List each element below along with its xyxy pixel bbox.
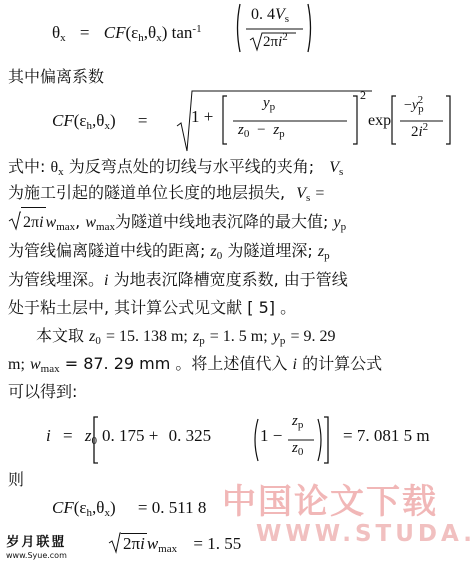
eq3-numerator: $z_p$ [292,413,304,431]
sqrt-sign-icon [8,211,21,231]
text-line-5: 为管线埋深。i 为地表沉降槽宽度系数, 由于管线 [8,270,348,289]
eq1-denominator: $2\pi i^2$ [263,31,288,50]
text-line-3: 2πi $w_{max}$, $w_{max}$为隧道中线地表沉降的最大值; $y_p$ [8,207,346,242]
logo-url: www.Syue.com [6,551,67,560]
text-line-7: 本文取 $z_0 = 15$. 138 m; $z_p = 1$. 5 m; $y_p = 9$. 29 [36,326,336,347]
text-line-9: 可以得到: [8,382,78,401]
eq2-numerator: $y_p$ [263,95,276,113]
eq1-numerator: 0. $4V_s$ [251,6,290,25]
eq2-exp: exp [368,112,392,129]
paragraph-coefficient-label: 其中偏离系数 [8,67,105,86]
logo-text: 岁月联盟 [6,535,67,550]
eq2-exp-denominator: $2i^2$ [411,121,429,140]
watermark-chinese: 中国论文下载 [222,482,438,522]
sqrt-sign-icon [108,532,121,554]
text-line-6: 处于粘土层中, 其计算公式见文献 [ 5] 。 [8,298,297,317]
eq3-one-minus: 1 − [260,426,283,445]
theta-symbol: θ [52,23,61,42]
eq2-one-plus: 1 + [191,107,214,126]
site-logo [6,536,67,562]
eq3-denominator: $z_0$ [292,440,304,458]
eq2-power: 2 [360,88,366,102]
eq3-coefficients: 0. 175 + 0. 325 [102,426,212,445]
eq2-exp-numerator: $-y_p^2$ [404,94,424,115]
equation-1: $\theta_x = CF(\varepsilon_h,\theta_x)$ $\tan^{-1}$ [52,23,202,44]
eq2-denominator: $z_0 - z_p$ [238,122,285,140]
text-line-4: 为管线偏离隧道中线的距离; $z_0$ 为隧道埋深; $z_p$ [8,241,330,262]
then-label: 则 [8,470,25,489]
text-line-2: 为施工引起的隧道单位长度的地层损失, $V_s$ = [8,183,325,204]
text-line-8: m; $w_{max} = 87$. 29 mm 。将上述值代入 i 的计算公式 [8,354,383,375]
equation-2-lhs: $CF(\varepsilon_h,\theta_x)$ = [52,111,148,132]
watermark-english: WWW.STUDA. [256,521,476,547]
equation-5: 2πi $w_{max} = 1$. 55 [108,532,241,555]
text-line-1: 式中: $\theta_x$ 为反弯点处的切线与水平线的夹角; $V_s$ [8,157,344,178]
eq3-result: = 7. 081 5 m [343,426,430,445]
equation-3-lhs: $i = z_0$ [46,426,97,447]
equation-4: $CF(\varepsilon_h,\theta_x) = 0$. 511 8 [52,498,207,519]
